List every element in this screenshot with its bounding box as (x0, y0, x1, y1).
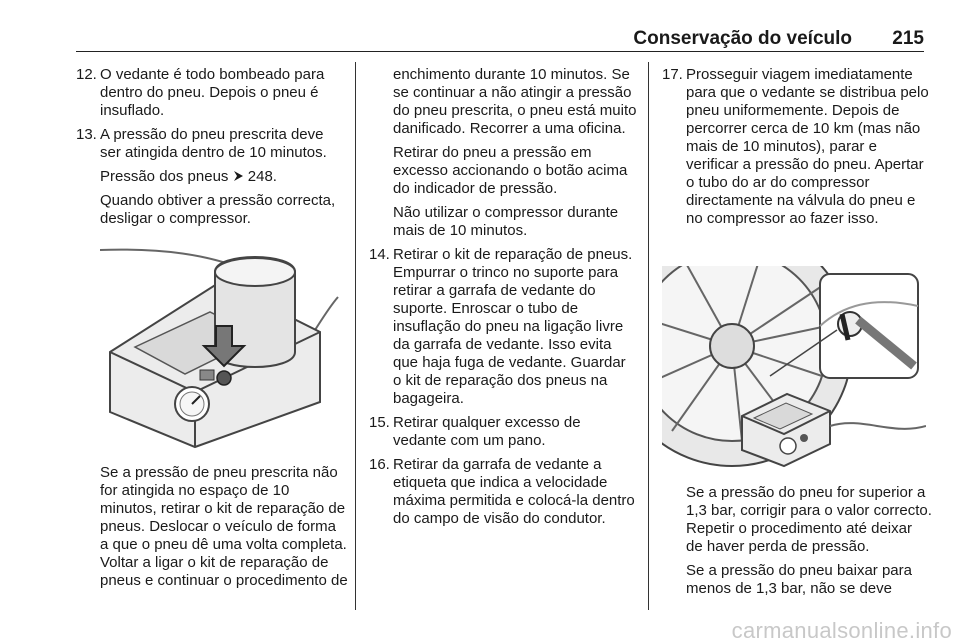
step-number: 15. (369, 414, 390, 431)
step-text: Retirar da garrafa de vedante a etiqueta que indica a velocidade máxima permitida e colocá-la dentro do campo de visão do condutor. (393, 456, 635, 527)
step-15 (369, 414, 637, 450)
column-1-continued (100, 464, 348, 590)
step-number: 17. (662, 66, 683, 83)
step-number: 13. (76, 126, 97, 143)
column-divider (648, 62, 649, 610)
step-17 (662, 66, 930, 228)
step-number: 16. (369, 456, 390, 473)
page-number: 215 (892, 28, 924, 49)
step-16 (369, 456, 637, 528)
step-text: A pressão do pneu prescrita deve ser atingida dentro de 10 minutos. (100, 126, 327, 161)
column-3-continued (686, 484, 932, 604)
paragraph: Se a pressão do pneu for superior a 1,3 bar, corrigir para o valor correcto. Repetir o procedimento até deixar de haver perda de pressão. (686, 484, 932, 555)
wheel-valve-illustration (662, 266, 926, 470)
column-1 (76, 66, 344, 234)
column-3 (662, 66, 930, 234)
step-number: 12. (76, 66, 97, 83)
tyre-pressure-reference: Pressão dos pneus 248. (100, 168, 277, 185)
step-12 (76, 66, 344, 120)
paragraph: Retirar do pneu a pressão em excesso accionando o botão acima do indicador de pressão. (393, 144, 628, 197)
paragraph: enchimento durante 10 minutos. Se se continuar a não atingir a pressão do pneu prescrita, o pneu está muito danificado. Recorrer a uma oficina. (393, 66, 637, 137)
step-text: Retirar o kit de reparação de pneus. Empurrar o trinco no suporte para retirar a garrafa de vedante do suporte. Enroscar o tubo de insuflação do pneu na ligação livre da garrafa de vedante. Isso evita que haja fuga de vedante. Guardar o kit de reparação dos pneus na bagageira. (393, 246, 633, 407)
watermark: carmanualsonline.info (731, 618, 952, 642)
step-text-2: Quando obtiver a pressão correcta, desligar o compressor. (100, 192, 336, 227)
section-title: Conservação do veículo (633, 28, 852, 49)
step-text: Prosseguir viagem imediatamente para que o vedante se distribua pelo pneu uniformemente. Depois de percorrer cerca de 10 km (mas não mais de 10 minutos), parar e verificar a pressão do pneu. Apertar o tubo do ar do compressor directamente na válvula do pneu e no compressor ao fazer isso. (686, 66, 929, 227)
paragraph: Não utilizar o compressor durante mais de 10 minutos. (393, 204, 619, 239)
page-reference-arrow-icon (233, 168, 248, 185)
column-divider (355, 62, 356, 610)
column-2 (369, 66, 637, 534)
page-reference[interactable]: 248. (247, 168, 277, 185)
step-number: 14. (369, 246, 390, 263)
page-header (76, 30, 924, 52)
paragraph: Se a pressão do pneu baixar para menos de 1,3 bar, não se deve (686, 562, 912, 597)
paragraph: Se a pressão de pneu prescrita não for atingida no espaço de 10 minutos, retirar o kit de reparação de pneus. Deslocar o veículo de forma a que o pneu dê uma volta completa. Voltar a ligar o kit de reparação de pneus e continuar o procedimento de (100, 464, 348, 589)
compressor-illustration (100, 242, 340, 452)
step-text: O vedante é todo bombeado para dentro do pneu. Depois o pneu é insuflado. (100, 66, 325, 119)
step-text: Retirar qualquer excesso de vedante com um pano. (393, 414, 581, 449)
step-14 (369, 246, 637, 408)
step-13 (76, 126, 344, 228)
